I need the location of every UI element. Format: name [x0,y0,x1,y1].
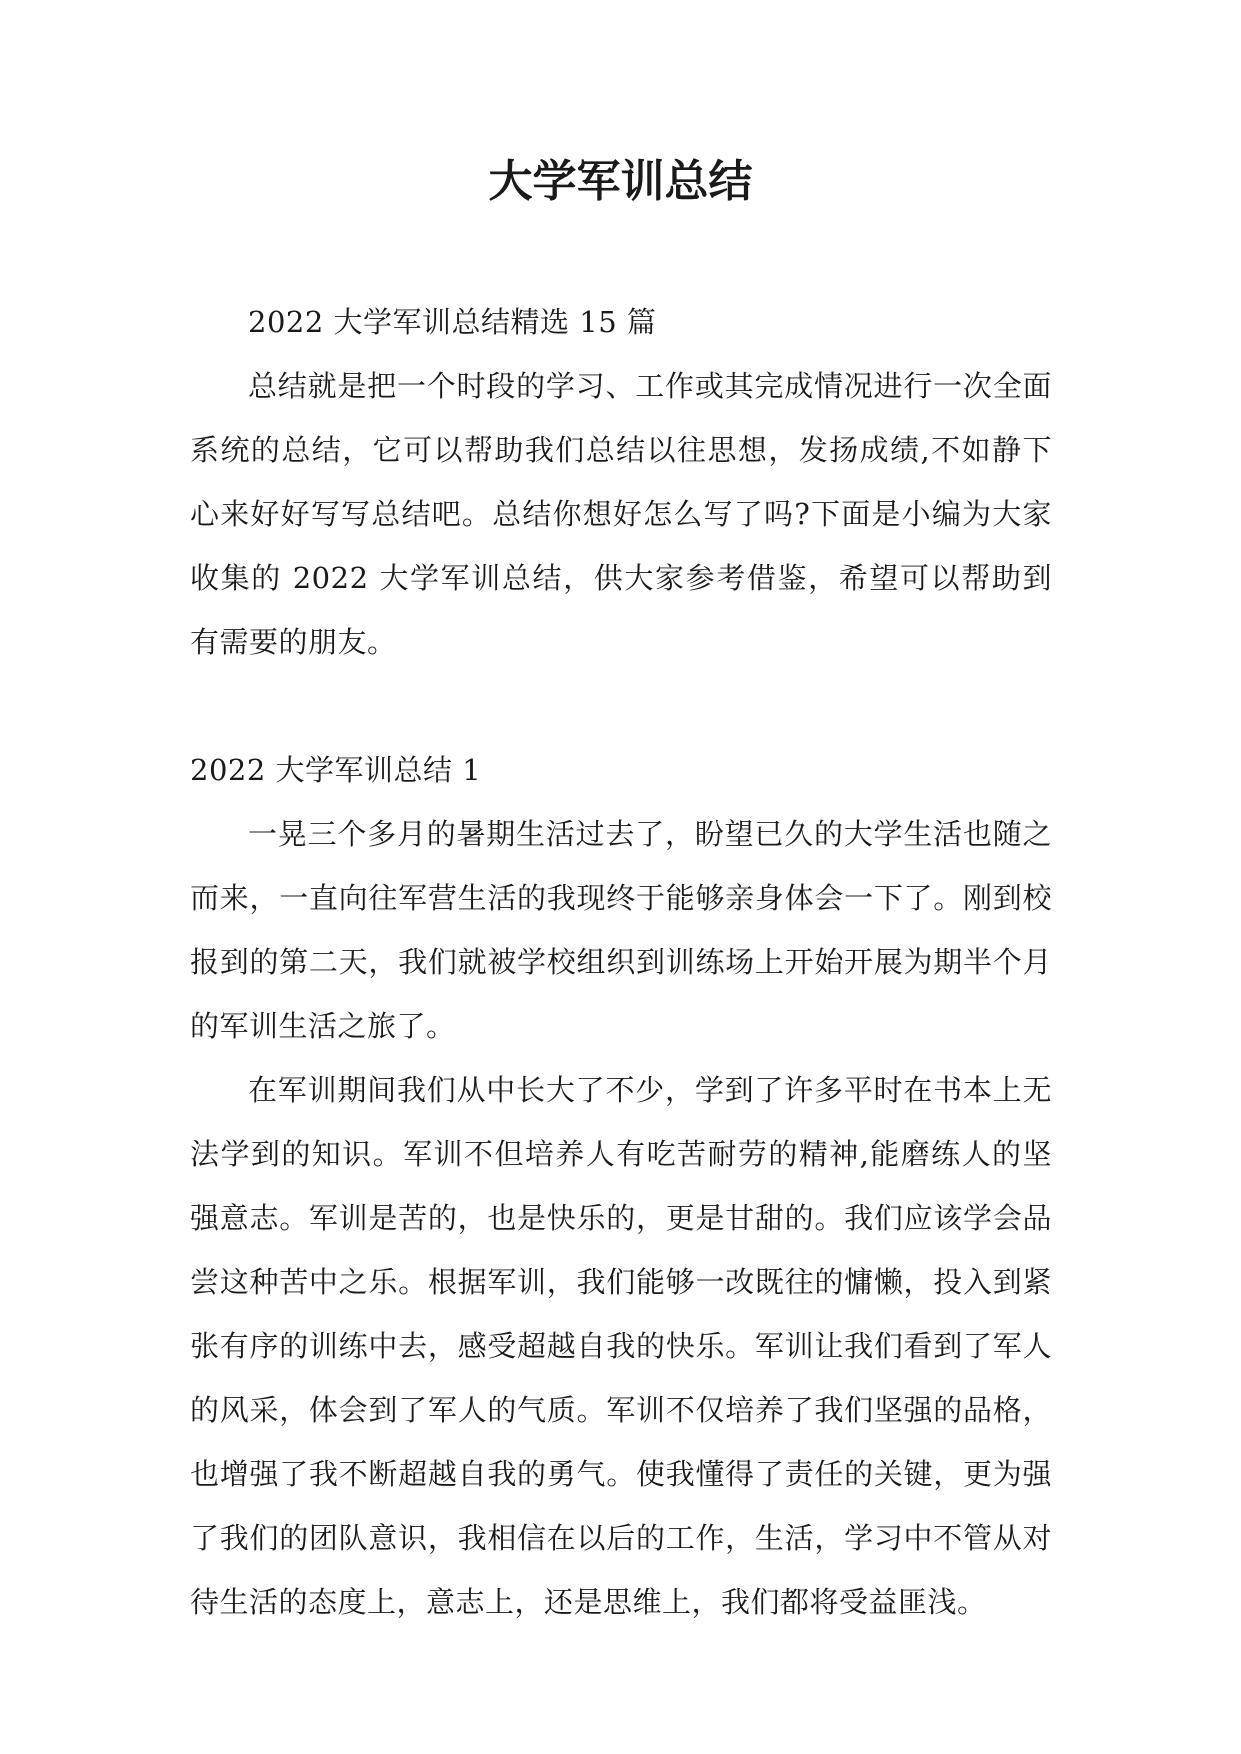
section-heading: 2022 大学军训总结 1 [190,753,482,787]
intro-paragraph: 总结就是把一个时段的学习、工作或其完成情况进行一次全面系统的总结，它可以帮助我们总结以往思想，发扬成绩,不如静下心来好好写写总结吧。总结你想好怎么写了吗?下面是小编为大家收集的 2022 大学军训总结，供大家参考借鉴，希望可以帮助到有需要的朋友。 [190,369,1052,659]
document-body [190,290,1052,1634]
section-spacer [190,674,1052,738]
body-paragraph-2: 在军训期间我们从中长大了不少，学到了许多平时在书本上无法学到的知识。军训不但培养人有吃苦耐劳的精神,能磨练人的坚强意志。军训是苦的，也是快乐的，更是甘甜的。我们应该学会品尝这种苦中之乐。根据军训，我们能够一改既往的慵懒，投入到紧张有序的训练中去，感受超越自我的快乐。军训让我们看到了军人的风采，体会到了军人的气质。军训不仅培养了我们坚强的品格，也增强了我不断超越自我的勇气。使我懂得了责任的关键，更为强了我们的团队意识，我相信在以后的工作，生活，学习中不管从对待生活的态度上，意志上，还是思维上，我们都将受益匪浅。 [190,1073,1052,1619]
document-subtitle: 2022 大学军训总结精选 15 篇 [248,305,657,339]
body-paragraph-1: 一晃三个多月的暑期生活过去了，盼望已久的大学生活也随之而来，一直向往军营生活的我现终于能够亲身体会一下了。刚到校报到的第二天，我们就被学校组织到训练场上开始开展为期半个月的军训生活之旅了。 [190,817,1052,1043]
document-title: 大学军训总结 [488,156,753,207]
